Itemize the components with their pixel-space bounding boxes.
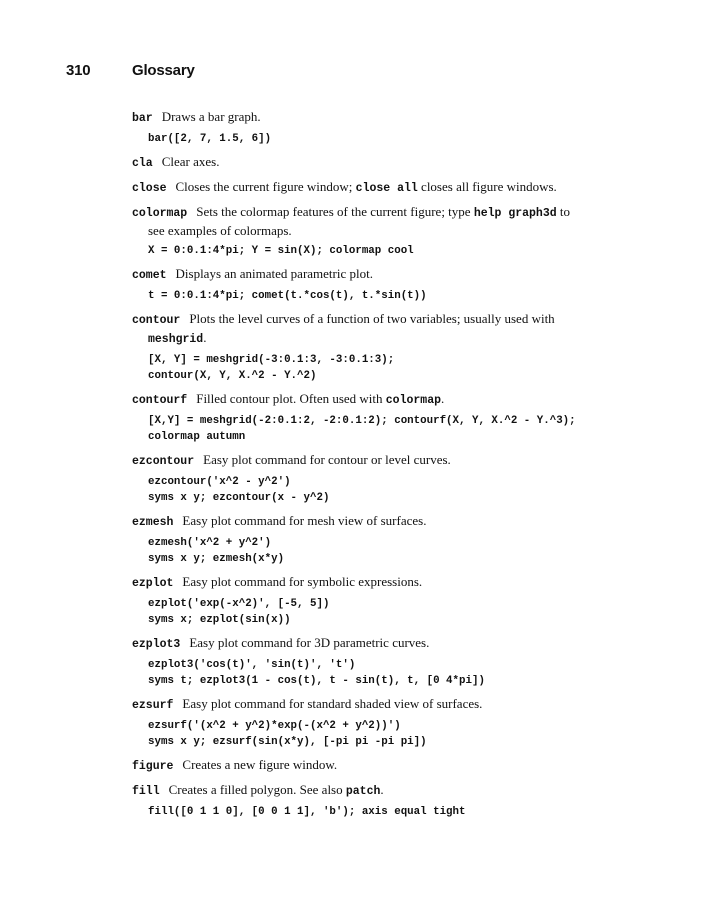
entry-definition [132,756,644,775]
entry-description-cont: . [380,782,384,797]
code-example: ezplot3('cos(t)', 'sin(t)', 't') [148,659,356,671]
entry-examples [148,243,644,259]
code-example: syms x y; ezcontour(x - y^2) [148,492,330,504]
entry-description-cont: . [203,330,207,345]
entry-definition [132,573,644,592]
entry-description-cont: closes all figure windows. [421,179,557,194]
glossary-entry-fill [132,781,644,820]
entry-examples [148,474,644,506]
entry-description: Plots the level curves of a function of two variables; usually used with [189,311,555,326]
glossary-entry-ezsurf [132,695,644,750]
inline-code: close all [355,182,418,195]
entry-definition [132,203,644,239]
code-example: syms x; ezplot(sin(x)) [148,614,291,626]
glossary-entry-close [132,178,644,197]
inline-code: patch [345,785,381,798]
code-example: [X,Y] = meshgrid(-2:0.1:2, -2:0.1:2); contourf(X, Y, X.^2 - Y.^3); [148,415,576,427]
code-example: ezplot('exp(-x^2)', [-5, 5]) [148,598,330,610]
code-example: syms x y; ezmesh(x*y) [148,553,285,565]
entry-term: ezsurf [132,699,174,712]
inline-code: colormap [385,394,441,407]
glossary-entry-ezmesh [132,512,644,567]
entry-definition [132,695,644,714]
entry-definition [132,153,644,172]
entry-description: Sets the colormap features of the current figure; type [196,204,471,219]
entry-definition [132,178,644,197]
entry-definition [132,265,644,284]
entry-examples [148,352,644,384]
entry-description: Easy plot command for mesh view of surfaces. [182,513,427,528]
glossary-entry-contourf [132,390,644,445]
glossary-entry-bar [132,108,644,147]
entry-description-wrap [132,329,644,348]
entry-term: close [132,182,167,195]
code-example: syms t; ezplot3(1 - cos(t), t - sin(t), t, [0 4*pi]) [148,675,485,687]
code-example: ezsurf('(x^2 + y^2)*exp(-(x^2 + y^2))') [148,720,401,732]
code-example: fill([0 1 1 0], [0 0 1 1], 'b'); axis equal tight [148,806,466,818]
section-title: Glossary [132,62,195,79]
entry-description: Easy plot command for standard shaded view of surfaces. [182,696,483,711]
entry-term: ezcontour [132,455,195,468]
code-example: contour(X, Y, X.^2 - Y.^2) [148,370,317,382]
entry-definition [132,634,644,653]
entry-description-wrap: see examples of colormaps. [148,223,292,238]
glossary-entry-ezplot3 [132,634,644,689]
entry-term: ezplot [132,577,174,590]
glossary-entry-colormap [132,203,644,259]
entry-term: bar [132,112,153,125]
entry-term: comet [132,269,167,282]
entry-term: colormap [132,207,188,220]
glossary-entry-comet [132,265,644,304]
entry-examples [148,596,644,628]
code-example: bar([2, 7, 1.5, 6]) [148,133,272,145]
inline-code: help graph3d [473,207,557,220]
entry-description-cont: . [441,391,445,406]
glossary-entries [132,108,644,826]
code-example: ezmesh('x^2 + y^2') [148,537,272,549]
entry-examples [148,657,644,689]
entry-description: Closes the current figure window; [175,179,353,194]
glossary-entry-ezplot [132,573,644,628]
entry-definition [132,451,644,470]
glossary-entry-cla [132,153,644,172]
entry-term: figure [132,760,174,773]
entry-definition [132,108,644,127]
entry-examples [148,131,644,147]
glossary-entry-contour [132,310,644,384]
entry-definition [132,390,644,409]
code-example: X = 0:0.1:4*pi; Y = sin(X); colormap cool [148,245,414,257]
code-example: ezcontour('x^2 - y^2') [148,476,291,488]
entry-description: Filled contour plot. Often used with [196,391,383,406]
entry-description-cont: to [559,204,571,219]
code-example: t = 0:0.1:4*pi; comet(t.*cos(t), t.*sin(t)) [148,290,427,302]
entry-examples [148,718,644,750]
entry-examples [148,413,644,445]
entry-description: Draws a bar graph. [161,109,261,124]
entry-description: Creates a new figure window. [182,757,338,772]
glossary-entry-figure [132,756,644,775]
entry-description: Easy plot command for symbolic expressions. [182,574,423,589]
entry-description: Easy plot command for 3D parametric curves. [189,635,430,650]
entry-term: fill [132,785,160,798]
page-number: 310 [66,62,91,79]
entry-examples [148,288,644,304]
entry-term: contourf [132,394,188,407]
code-example: syms x y; ezsurf(sin(x*y), [-pi pi -pi pi]) [148,736,427,748]
entry-description: Creates a filled polygon. See also [168,782,343,797]
glossary-entry-ezcontour [132,451,644,506]
entry-examples [148,804,644,820]
entry-definition [132,512,644,531]
inline-code: meshgrid [148,333,204,346]
entry-description: Clear axes. [161,154,220,169]
entry-term: contour [132,314,181,327]
entry-term: cla [132,157,153,170]
entry-description: Easy plot command for contour or level curves. [203,452,451,467]
entry-definition [132,310,644,348]
entry-description: Displays an animated parametric plot. [175,266,373,281]
entry-term: ezplot3 [132,638,181,651]
code-example: colormap autumn [148,431,246,443]
code-example: [X, Y] = meshgrid(-3:0.1:3, -3:0.1:3); [148,354,395,366]
entry-examples [148,535,644,567]
entry-definition [132,781,644,800]
entry-term: ezmesh [132,516,174,529]
page-header [0,62,702,86]
